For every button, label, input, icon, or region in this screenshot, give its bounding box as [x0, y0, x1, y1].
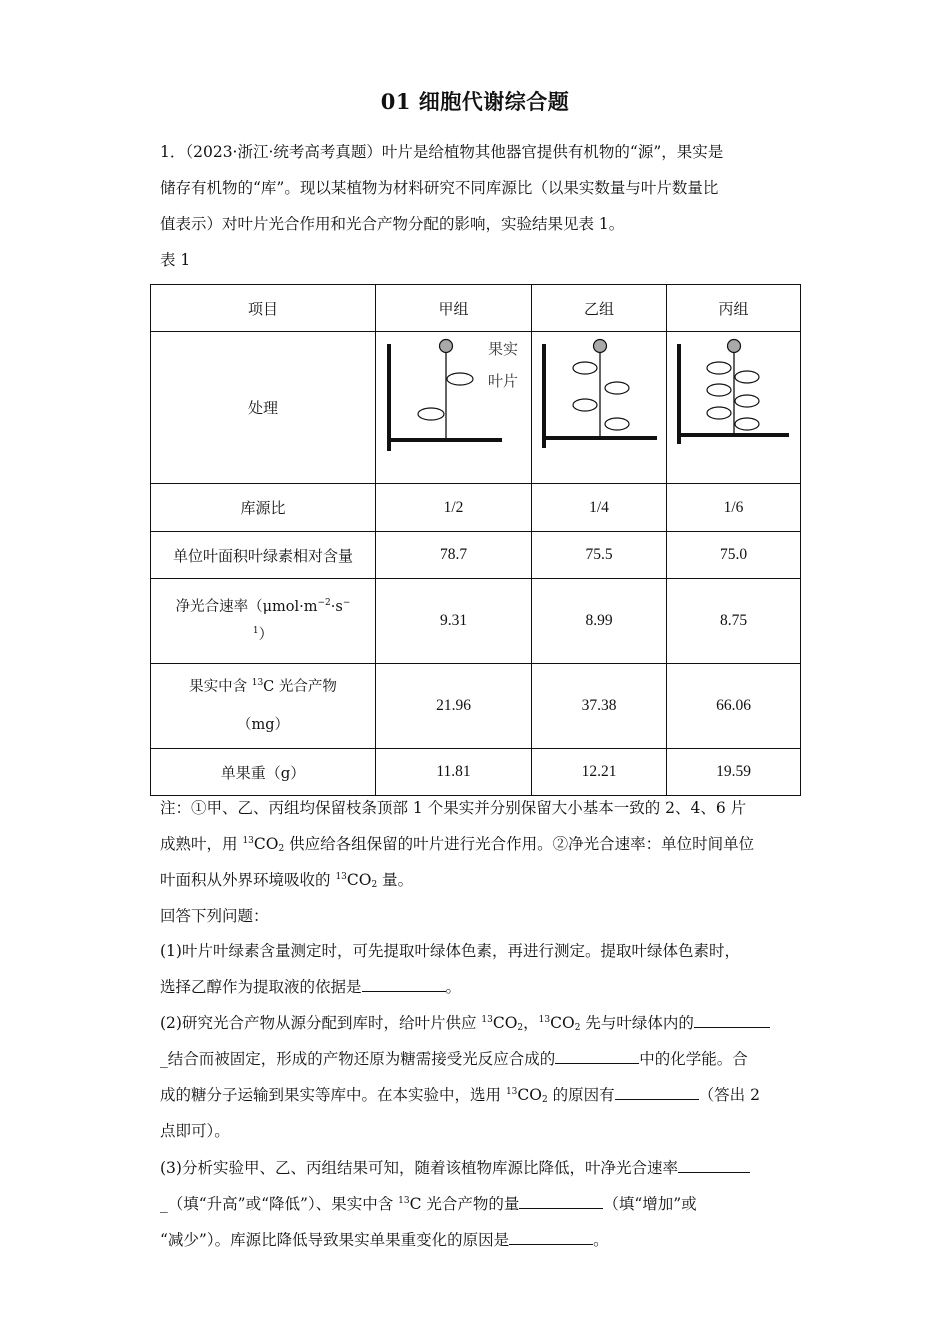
cell: 78.7 [376, 532, 532, 579]
plant-diagram-a [376, 332, 531, 479]
q1-line-2 [160, 969, 792, 1005]
sub: 2 [517, 1023, 524, 1033]
note-line-2 [160, 826, 792, 862]
sub-question-1 [160, 933, 792, 1005]
sub: 2 [541, 1095, 548, 1105]
text: CO [346, 871, 372, 889]
cell: 66.06 [667, 664, 801, 749]
sup: 13 [335, 872, 347, 882]
table-caption: 表 1 [160, 251, 191, 269]
table-row-net-photosynthesis [151, 579, 801, 664]
row-label-sink-source: 库源比 [151, 484, 376, 532]
text: 叶面积从外界环境吸收的 [160, 871, 336, 889]
row-label-treatment: 处理 [151, 332, 376, 484]
header-group-a: 甲组 [376, 285, 532, 332]
cell: 1/6 [667, 484, 801, 532]
text: 成熟叶，用 [160, 835, 243, 853]
sup: 13 [242, 836, 254, 846]
intro-line-2: 储存有机物的“库”。现以某植物为材料研究不同库源比（以果实数量与叶片数量比 [160, 179, 719, 197]
q3-line-1 [160, 1150, 792, 1186]
answer-blank[interactable] [694, 1011, 770, 1028]
cell: 12.21 [532, 749, 667, 796]
header-group-b: 乙组 [532, 285, 667, 332]
text: CO [517, 1086, 542, 1104]
text: _结合而被固定，形成的产物还原为糖需接受光反应合成的 [160, 1050, 556, 1068]
table-row-treatment [151, 332, 801, 484]
cell: 8.99 [532, 579, 667, 664]
diagram-group-b [532, 332, 667, 484]
q2-line-2 [160, 1041, 792, 1077]
q1-line-1: (1)叶片叶绿素含量测定时，可先提取叶绿体色素，再进行测定。提取叶绿体色素时， [160, 942, 740, 960]
label-sup: −2 [317, 598, 331, 608]
diagram-group-c [667, 332, 801, 484]
label-sup: 13 [251, 678, 264, 688]
text: (2)研究光合产物从源分配到库时，给叶片供应 [160, 1014, 482, 1032]
answer-blank[interactable] [519, 1192, 603, 1209]
cell: 1/2 [376, 484, 532, 532]
sub-question-3 [160, 1150, 792, 1258]
row-label-fruit-13c [151, 664, 376, 749]
cell: 8.75 [667, 579, 801, 664]
answer-blank[interactable] [555, 1047, 639, 1064]
sup: 13 [398, 1196, 410, 1206]
text: 的原因有 [547, 1086, 615, 1104]
sub: 2 [278, 844, 285, 854]
header-item: 项目 [151, 285, 376, 332]
table-row-sink-source [151, 484, 801, 532]
label-part: 净光合速率（μmol·m [175, 599, 318, 615]
cell: 11.81 [376, 749, 532, 796]
text: 供应给各组保留的叶片进行光合作用。②净光合速率：单位时间单位 [284, 835, 755, 853]
text: CO [253, 835, 279, 853]
text: 。 [445, 978, 462, 996]
leaf-label: 叶片 [488, 372, 519, 390]
plant-diagram-c [667, 332, 800, 479]
text: C 光合产物的量 [409, 1195, 520, 1213]
answer-blank[interactable] [615, 1083, 699, 1100]
q3-line-3 [160, 1222, 792, 1258]
text: 选择乙醇作为提取液的依据是 [160, 978, 362, 996]
cell: 9.31 [376, 579, 532, 664]
answer-prompt: 回答下列问题： [160, 907, 269, 925]
row-label-fruit-weight: 单果重（g） [151, 749, 376, 796]
text: 先与叶绿体内的 [580, 1014, 694, 1032]
intro-line-1: 1．（2023·浙江·统考高考真题）叶片是给植物其他器官提供有机物的“源”，果实是 [160, 143, 724, 161]
label-sup: − [342, 598, 351, 608]
sup: 13 [538, 1015, 551, 1025]
intro-line-3: 值表示）对叶片光合作用和光合产物分配的影响，实验结果见表 1。 [160, 215, 625, 233]
sub-question-2 [160, 1005, 792, 1149]
question-1-intro [160, 134, 792, 278]
label-part: （mg） [236, 717, 290, 733]
text: (3)分析实验甲、乙、丙组结果可知，随着该植物库源比降低，叶净光合速率 [160, 1159, 678, 1177]
text: 量。 [377, 871, 414, 889]
header-group-c: 丙组 [667, 285, 801, 332]
table-header-row [151, 285, 801, 332]
text: ， [523, 1014, 539, 1032]
sup: 13 [505, 1087, 518, 1097]
row-label-net-photosynthesis [151, 579, 376, 664]
table-note [160, 790, 792, 934]
text: （填“增加”或 [603, 1195, 697, 1213]
table-row-fruit-13c [151, 664, 801, 749]
label-part: 果实中含 [189, 679, 252, 695]
cell: 1/4 [532, 484, 667, 532]
cell: 75.0 [667, 532, 801, 579]
note-line-1: 注：①甲、乙、丙组均保留枝条顶部 1 个果实并分别保留大小基本一致的 2、4、6 片 [160, 799, 747, 817]
diagram-group-a [376, 332, 532, 484]
cell: 75.5 [532, 532, 667, 579]
answer-blank[interactable] [509, 1228, 593, 1245]
text: （答出 2 [698, 1086, 760, 1104]
text: 。 [593, 1231, 609, 1249]
text: CO [492, 1014, 518, 1032]
q3-line-2 [160, 1186, 792, 1222]
page-title: 01 细胞代谢综合题 [380, 89, 570, 114]
label-part: ·s [330, 599, 343, 615]
row-label-chlorophyll: 单位叶面积叶绿素相对含量 [151, 532, 376, 579]
answer-blank[interactable] [678, 1156, 750, 1173]
q2-line-4: 点即可）。 [160, 1122, 230, 1140]
table-row-chlorophyll [151, 532, 801, 579]
cell: 37.38 [532, 664, 667, 749]
results-table [150, 284, 801, 796]
cell: 21.96 [376, 664, 532, 749]
sup: 13 [481, 1015, 493, 1025]
note-line-3 [160, 862, 792, 898]
text: 成的糖分子运输到果实等库中。在本实验中，选用 [160, 1086, 506, 1104]
cell: 19.59 [667, 749, 801, 796]
q2-line-3 [160, 1077, 792, 1113]
label-part: C 光合产物 [263, 679, 337, 695]
plant-diagram-b [532, 332, 666, 479]
sub: 2 [371, 880, 378, 890]
text: 中的化学能。合 [639, 1050, 748, 1068]
table-row-fruit-weight [151, 749, 801, 796]
sub: 2 [574, 1023, 581, 1033]
answer-blank[interactable] [362, 975, 446, 992]
q2-line-1 [160, 1005, 792, 1041]
label-sup: 1 [252, 626, 259, 636]
fruit-label: 果实 [488, 340, 519, 358]
text: “减少”）。库源比降低导致果实单果重变化的原因是 [160, 1231, 510, 1249]
label-part: ） [258, 627, 274, 643]
text: CO [550, 1014, 575, 1032]
text: _（填“升高”或“降低”）、果实中含 [160, 1195, 399, 1213]
